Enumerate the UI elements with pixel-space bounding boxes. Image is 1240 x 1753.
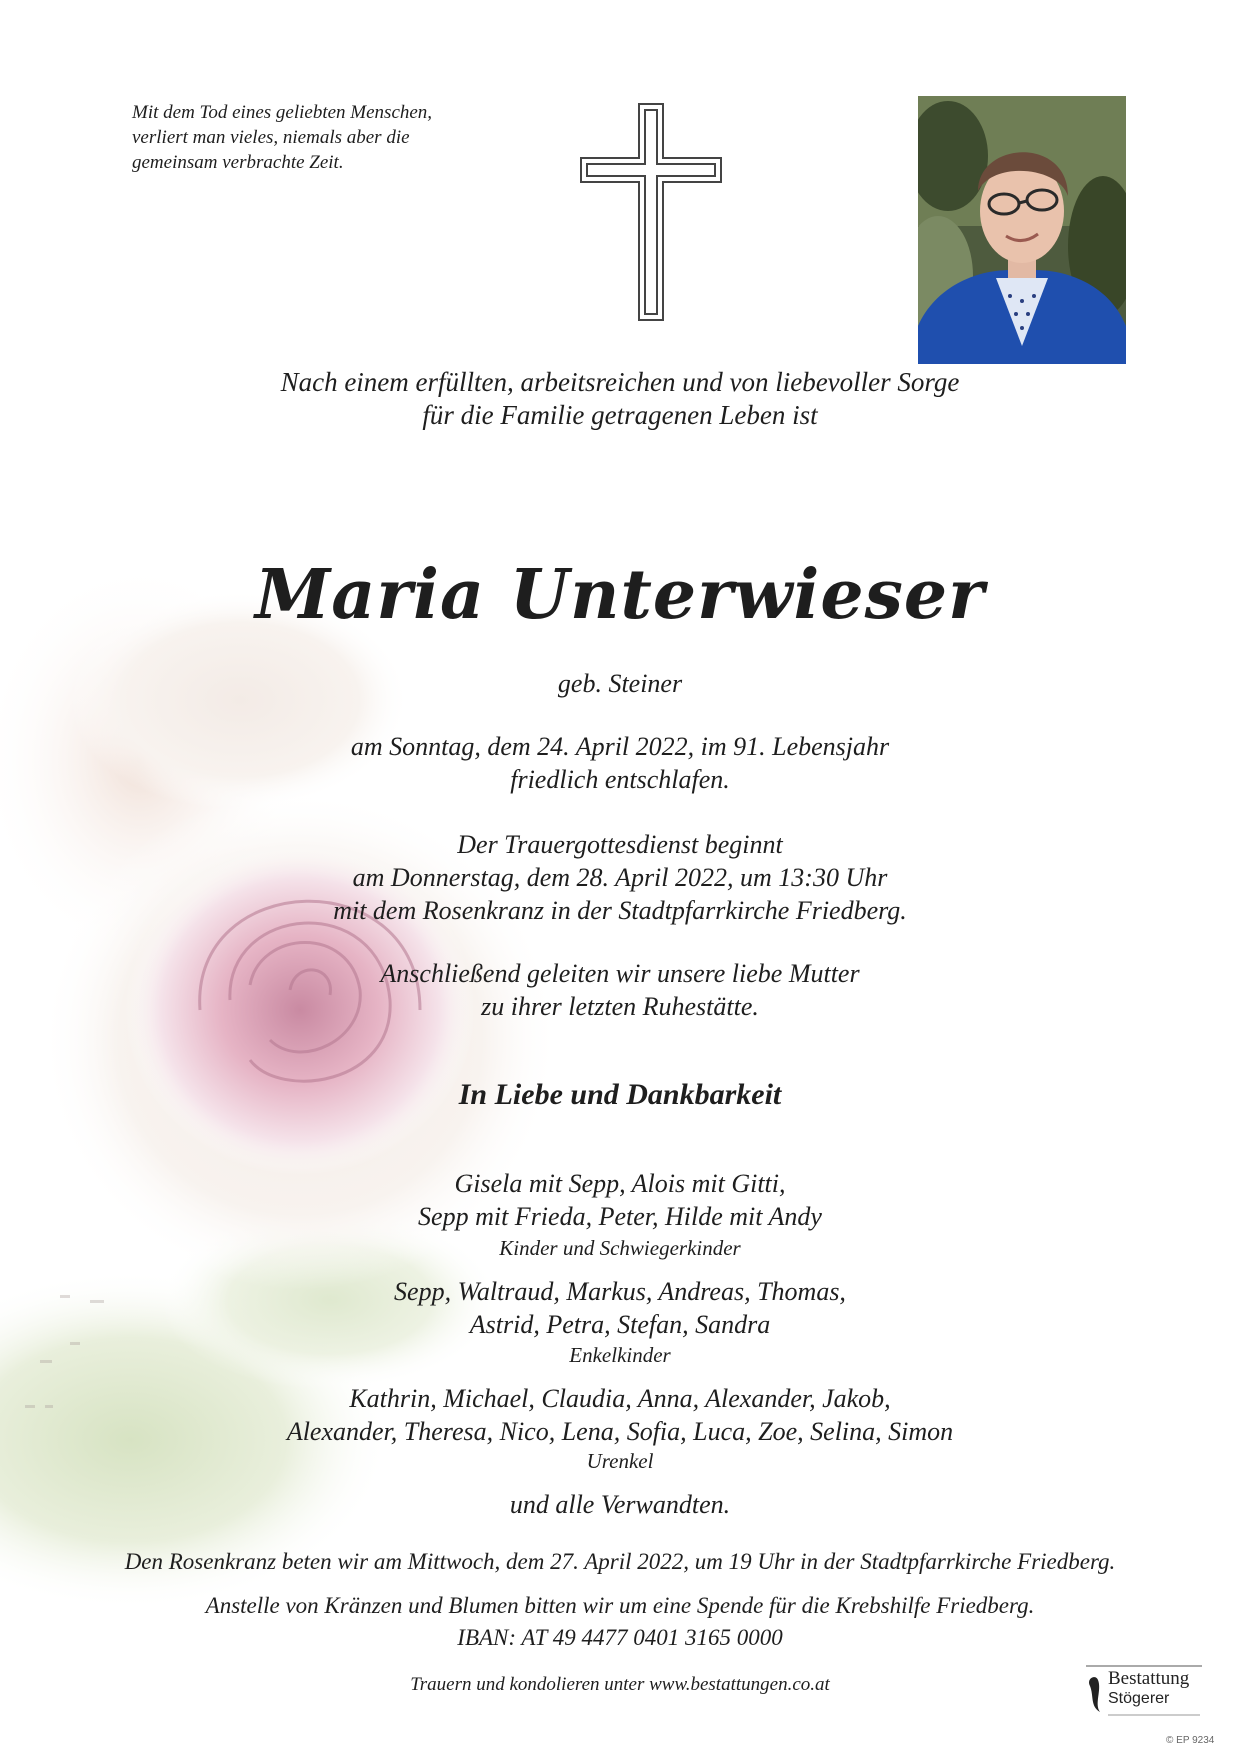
burial-info — [0, 957, 1240, 1023]
burial-line: Anschließend geleiten wir unsere liebe Mutter — [380, 959, 860, 988]
death-notice — [0, 730, 1240, 796]
intro-line: für die Familie getragenen Leben ist — [422, 400, 818, 430]
birth-name: geb. Steiner — [557, 669, 683, 698]
donation-info — [0, 1590, 1240, 1654]
relatives-line: und alle Verwandten. — [509, 1490, 731, 1519]
great-grandchildren-role: Urenkel — [586, 1449, 654, 1473]
death-line: am Sonntag, dem 24. April 2022, im 91. Lebensjahr — [350, 732, 890, 761]
death-line: friedlich entschlafen. — [510, 765, 730, 794]
grandchildren-line: Astrid, Petra, Stefan, Sandra — [469, 1310, 771, 1339]
document-code: © EP 9234 — [1166, 1735, 1215, 1746]
iban-line: IBAN: AT 49 4477 0401 3165 0000 — [457, 1625, 783, 1650]
quote-line: verliert man vieles, niemals aber die — [132, 127, 410, 148]
cross-icon — [578, 102, 724, 322]
grandchildren-line: Sepp, Waltraud, Markus, Andreas, Thomas, — [394, 1277, 846, 1306]
great-grandchildren-line: Alexander, Theresa, Nico, Lena, Sofia, Luca, Zoe, Selina, Simon — [286, 1417, 954, 1446]
gratitude-heading: In Liebe und Dankbarkeit — [458, 1078, 782, 1111]
great-grandchildren-line: Kathrin, Michael, Claudia, Anna, Alexander, Jakob, — [349, 1384, 891, 1413]
quote-line: gemeinsam verbrachte Zeit. — [132, 152, 344, 173]
service-line: mit dem Rosenkranz in der Stadtpfarrkirche Friedberg. — [333, 896, 907, 925]
grandchildren-role: Enkelkinder — [569, 1343, 671, 1367]
service-line: am Donnerstag, dem 28. April 2022, um 13:30 Uhr — [352, 863, 888, 892]
logo-text-stoegerer: Stögerer — [1108, 1690, 1170, 1707]
service-info — [0, 828, 1240, 927]
deceased-name: Maria Unterwieser — [255, 555, 985, 635]
funeral-home-logo — [1084, 1660, 1204, 1720]
intro-text — [0, 366, 1240, 432]
condolence-link-text: Trauern und kondolieren unter www.bestattungen.co.at — [410, 1674, 830, 1695]
children-line: Gisela mit Sepp, Alois mit Gitti, — [454, 1169, 786, 1198]
portrait-photo — [918, 96, 1126, 364]
service-line: Der Trauergottesdienst beginnt — [457, 830, 783, 859]
quote-line: Mit dem Tod eines geliebten Menschen, — [132, 102, 433, 123]
intro-line: Nach einem erfüllten, arbeitsreichen und von liebevoller Sorge — [280, 367, 960, 397]
great-grandchildren-names — [0, 1382, 1240, 1448]
donation-line: Anstelle von Kränzen und Blumen bitten wir um eine Spende für die Krebshilfe Friedberg. — [205, 1593, 1035, 1618]
children-names — [0, 1167, 1240, 1233]
children-role: Kinder und Schwiegerkinder — [499, 1236, 741, 1260]
burial-line: zu ihrer letzten Ruhestätte. — [481, 992, 759, 1021]
opening-quote — [132, 100, 492, 175]
logo-text-bestattung: Bestattung — [1108, 1668, 1190, 1689]
grandchildren-names — [0, 1275, 1240, 1341]
rosary-info: Den Rosenkranz beten wir am Mittwoch, dem 27. April 2022, um 19 Uhr in der Stadtpfarrkirche Friedberg. — [124, 1549, 1116, 1574]
children-line: Sepp mit Frieda, Peter, Hilde mit Andy — [418, 1202, 822, 1231]
